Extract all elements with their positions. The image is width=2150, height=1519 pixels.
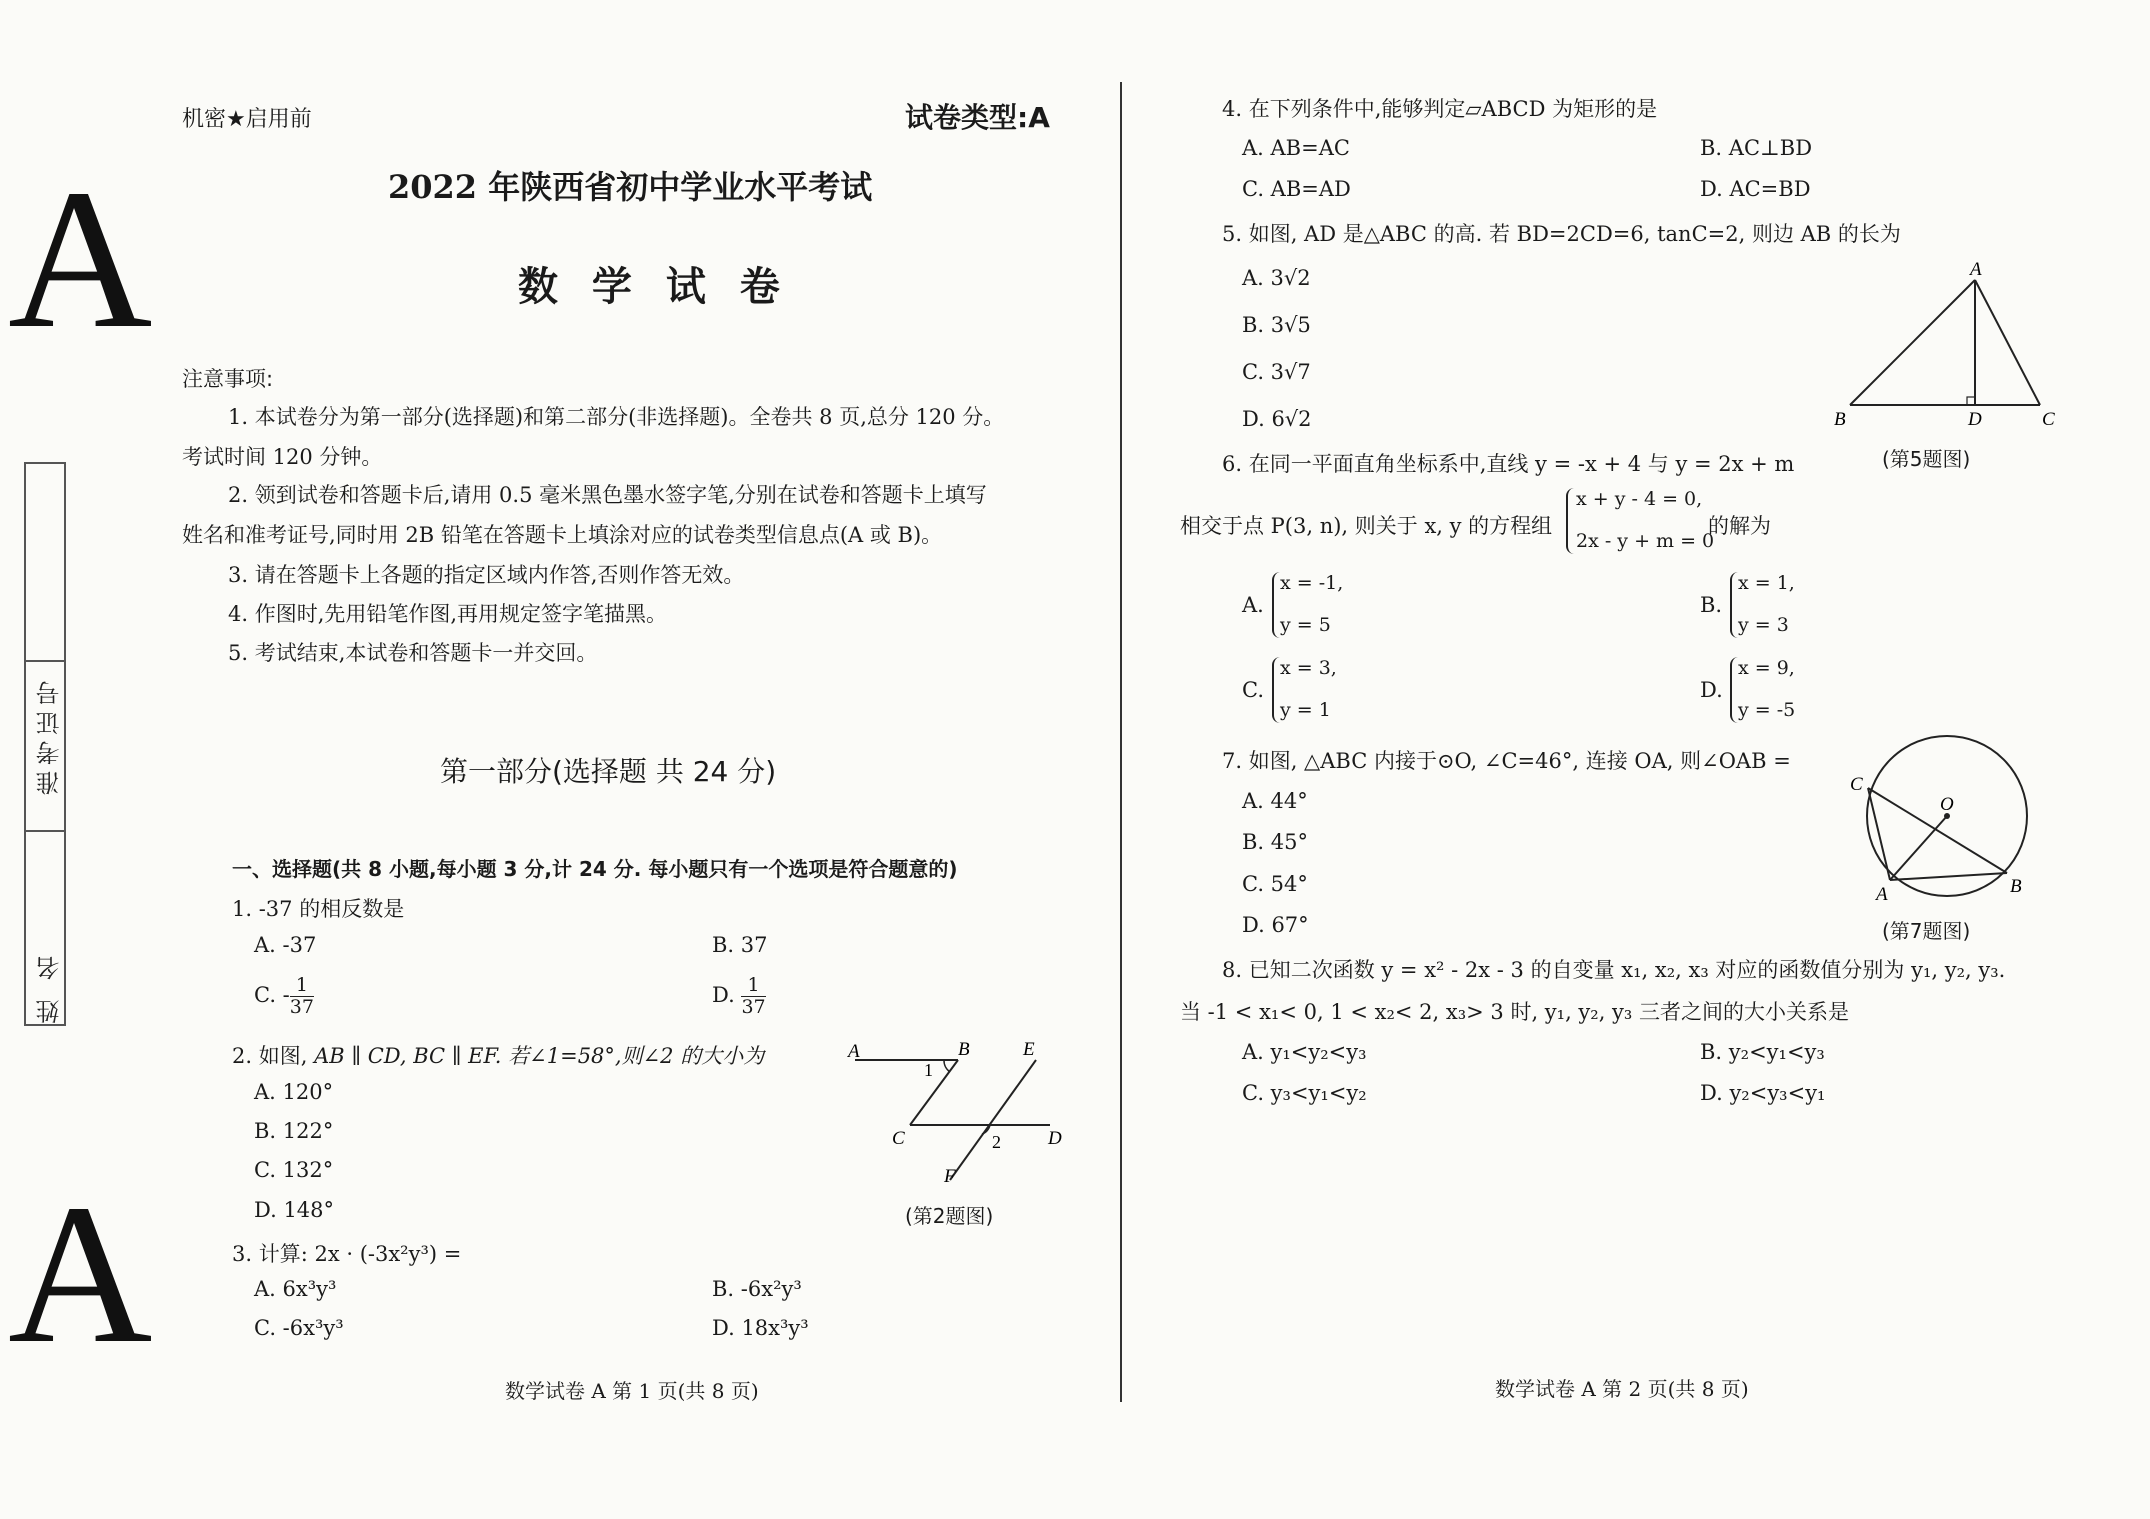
q4-option-c: C. AB=AD — [1242, 177, 1351, 201]
q6-option-a-eq2: y = 5 — [1280, 614, 1331, 636]
part1-title: 第一部分(选择题 共 24 分) — [440, 755, 777, 788]
q6-option-c-eq2: y = 1 — [1280, 699, 1331, 721]
q4-option-a: A. AB=AC — [1242, 136, 1350, 160]
q8-option-c: C. y₃<y₁<y₂ — [1242, 1081, 1367, 1105]
q5-caption: (第5题图) — [1882, 447, 1971, 471]
q5-label-d: D — [1968, 409, 1982, 430]
q5-stem: 5. 如图, AD 是△ABC 的高. 若 BD=2CD=6, tanC=2, 则边 AB 的长为 — [1222, 222, 1901, 246]
q2-option-b: B. 122° — [254, 1119, 334, 1143]
notice-item: 1. 本试卷分为第一部分(选择题)和第二部分(非选择题)。全卷共 8 页,总分 120 分。 — [228, 405, 1005, 429]
q2-label-e: E — [1023, 1039, 1035, 1060]
q2-label-b: B — [958, 1039, 970, 1060]
q1-option-d: D. $\frac{1}{37}$ — [712, 974, 766, 1018]
q8-stem-line1: 8. 已知二次函数 y = x² - 2x - 3 的自变量 x₁, x₂, x₃ 对应的函数值分别为 y₁, y₂, y₃. — [1222, 958, 2006, 982]
q7-option-a: A. 44° — [1242, 789, 1308, 813]
q8-stem-line2: 当 -1 < x₁< 0, 1 < x₂< 2, x₃> 3 时, y₁, y₂, y₃ 三者之间的大小关系是 — [1180, 1000, 1850, 1024]
confidential-mark: 机密★启用前 — [182, 107, 312, 132]
q6-option-d-eq1: x = 9, — [1738, 657, 1795, 679]
subject-title: 数 学 试 卷 — [518, 264, 790, 310]
q6-option-a-label: A. — [1242, 593, 1264, 617]
q6-option-b-label: B. — [1700, 593, 1723, 617]
q7-option-b: B. 45° — [1242, 830, 1309, 854]
q6-stem-line1: 6. 在同一平面直角坐标系中,直线 y = -x + 4 与 y = 2x + m — [1222, 452, 1795, 476]
q4-stem: 4. 在下列条件中,能够判定▱ABCD 为矩形的是 — [1222, 97, 1658, 121]
q6-option-b-eq1: x = 1, — [1738, 572, 1795, 594]
q2-label-c: C — [892, 1128, 905, 1149]
q7-option-d: D. 67° — [1242, 913, 1309, 937]
notice-item: 3. 请在答题卡上各题的指定区域内作答,否则作答无效。 — [228, 563, 745, 587]
q6-system-eq2: 2x - y + m = 0 — [1576, 530, 1715, 552]
q7-label-o: O — [1940, 794, 1954, 815]
q5-option-c: C. 3√7 — [1242, 360, 1311, 384]
q7-stem: 7. 如图, △ABC 内接于⊙O, ∠C=46°, 连接 OA, 则∠OAB = — [1222, 749, 1791, 773]
q6-option-d-label: D. — [1700, 678, 1723, 702]
q1-option-a: A. -37 — [254, 933, 317, 957]
q5-option-d: D. 6√2 — [1242, 407, 1312, 431]
q2-figure — [840, 1030, 1080, 1200]
q6-stem-line2: 相交于点 P(3, n), 则关于 x, y 的方程组 — [1180, 514, 1553, 538]
paper-type-letter-bottom: A — [8, 1164, 153, 1385]
exam-title: 2022 年陕西省初中学业水平考试 — [388, 168, 873, 206]
notice-heading: 注意事项: — [182, 367, 274, 391]
q8-option-b: B. y₂<y₁<y₃ — [1700, 1040, 1825, 1064]
q2-option-a: A. 120° — [254, 1080, 334, 1104]
q3-option-b: B. -6x²y³ — [712, 1277, 802, 1301]
q5-option-b: B. 3√5 — [1242, 313, 1311, 337]
page-divider — [1120, 82, 1122, 1402]
q6-system-eq1: x + y - 4 = 0, — [1576, 488, 1703, 510]
q2-option-c: C. 132° — [254, 1158, 334, 1182]
q3-option-d: D. 18x³y³ — [712, 1316, 809, 1340]
q2-angle-2: 2 — [992, 1132, 1001, 1152]
footer-left: 数学试卷 A 第 1 页(共 8 页) — [505, 1379, 759, 1403]
q3-stem: 3. 计算: 2x · (-3x²y³) = — [232, 1242, 462, 1266]
footer-right: 数学试卷 A 第 2 页(共 8 页) — [1495, 1377, 1749, 1401]
q8-option-d: D. y₂<y₃<y₁ — [1700, 1081, 1826, 1105]
q2-angle-1: 1 — [924, 1060, 933, 1080]
part1-instructions: 一、选择题(共 8 小题,每小题 3 分,计 24 分. 每小题只有一个选项是符合题意的) — [232, 857, 958, 881]
q2-option-d: D. 148° — [254, 1198, 335, 1222]
q7-label-a: A — [1876, 884, 1888, 905]
q6-option-c-label: C. — [1242, 678, 1264, 702]
q7-label-c: C — [1850, 774, 1863, 795]
exam-id-label: 准考证号 — [36, 675, 64, 795]
q5-option-a: A. 3√2 — [1242, 266, 1311, 290]
notice-item: 姓名和准考证号,同时用 2B 铅笔在答题卡上填涂对应的试卷类型信息点(A 或 B)。 — [182, 523, 943, 547]
q2-label-a: A — [848, 1041, 860, 1062]
q5-label-a: A — [1970, 259, 1982, 280]
q3-option-c: C. -6x³y³ — [254, 1316, 344, 1340]
q3-option-a: A. 6x³y³ — [254, 1277, 337, 1301]
q2-stem: 2. 如图, AB ∥ CD, BC ∥ EF. 若∠1=58°,则∠2 的大小为 — [232, 1044, 765, 1068]
q8-option-a: A. y₁<y₂<y₃ — [1242, 1040, 1367, 1064]
notice-item: 5. 考试结束,本试卷和答题卡一并交回。 — [228, 641, 598, 665]
name-label: 姓 名 — [36, 950, 64, 1024]
q7-label-b: B — [2010, 876, 2022, 897]
q4-option-d: D. AC=BD — [1700, 177, 1811, 201]
q7-figure — [1840, 728, 2050, 908]
q1-option-b: B. 37 — [712, 933, 768, 957]
q6-option-c-eq1: x = 3, — [1280, 657, 1337, 679]
q2-label-d: D — [1048, 1128, 1062, 1149]
q2-label-f: F — [944, 1166, 956, 1187]
q7-option-c: C. 54° — [1242, 872, 1308, 896]
paper-type: 试卷类型:A — [905, 101, 1050, 134]
q2-caption: (第2题图) — [905, 1204, 994, 1228]
notice-item: 2. 领到试卷和答题卡后,请用 0.5 毫米黑色墨水签字笔,分别在试卷和答题卡上填写 — [228, 483, 987, 507]
notice-item: 考试时间 120 分钟。 — [182, 445, 383, 469]
q5-label-b: B — [1834, 409, 1846, 430]
notice-item: 4. 作图时,先用铅笔作图,再用规定签字笔描黑。 — [228, 602, 668, 626]
q6-option-d-eq2: y = -5 — [1738, 699, 1796, 721]
q6-option-a-eq1: x = -1, — [1280, 572, 1344, 594]
q6-stem-tail: 的解为 — [1708, 514, 1771, 538]
q5-figure — [1820, 255, 2070, 430]
q7-caption: (第7题图) — [1882, 919, 1971, 943]
q6-option-b-eq2: y = 3 — [1738, 614, 1789, 636]
q1-option-c: C. - $\frac{1}{37}$ — [254, 974, 314, 1018]
q1-stem: 1. -37 的相反数是 — [232, 897, 405, 921]
q5-label-c: C — [2042, 409, 2055, 430]
q4-option-b: B. AC⊥BD — [1700, 136, 1813, 160]
paper-type-letter-top: A — [8, 149, 153, 370]
